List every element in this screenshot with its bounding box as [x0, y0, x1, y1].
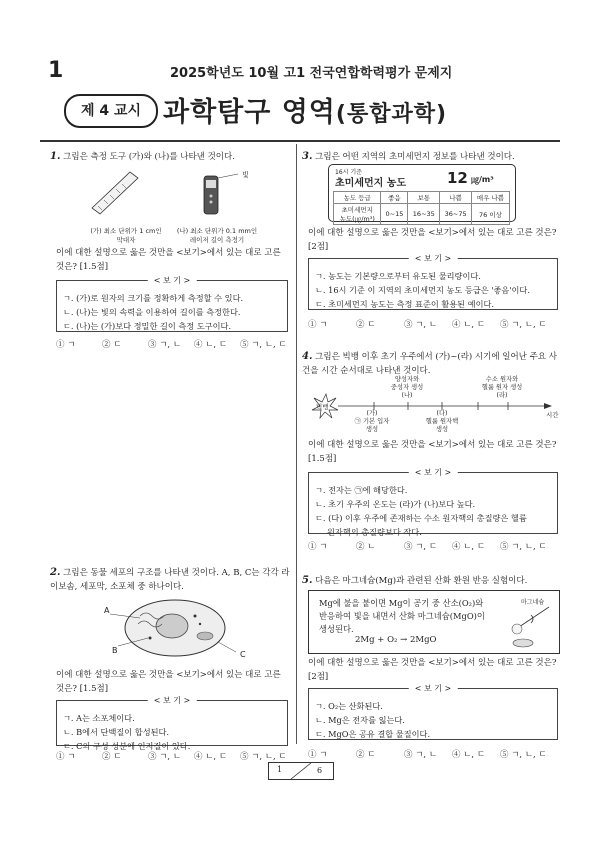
- q2-choice-4[interactable]: ④ ㄴ, ㄷ: [194, 752, 228, 762]
- q1-choice-5[interactable]: ⑤ ㄱ, ㄴ, ㄷ: [240, 340, 287, 350]
- q5-box-line2: 반응하여 빛을 내면서 산화 마그네슘(MgO)이: [319, 611, 485, 621]
- q4-event-ra-line2: 헬륨 원자 생성: [481, 384, 523, 391]
- q4-event-ga-line1: ㉠ 기본 입자: [354, 418, 390, 425]
- q1-ask: 이에 대한 설명으로 옳은 것만을 <보기>에서 있는 대로 고른 것은? [1.5점]: [56, 248, 281, 272]
- q4-stem: [302, 350, 558, 378]
- q3-panel-unit: ㎍/m³: [471, 175, 494, 184]
- q1-na-caption: [172, 226, 262, 244]
- page-indicator: [268, 762, 334, 780]
- header-divider: [40, 140, 560, 142]
- q1-ga-caption: [86, 226, 166, 244]
- q1-choices: [56, 338, 296, 350]
- q3-row-label-2: 농도(㎍/m³): [339, 215, 375, 223]
- q2-ask: 이에 대한 설명으로 옳은 것만을 <보기>에서 있는 대로 고른 것은? [1.5점]: [56, 670, 281, 694]
- q4-option: ㄷ. (다) 이후 우주에 존재하는 수소 원자핵의 총질량은 헬륨: [315, 513, 527, 523]
- q3-td: 16~35: [408, 204, 440, 225]
- nucleus-icon: [156, 614, 188, 638]
- q3-choice-5[interactable]: ⑤ ㄱ, ㄴ, ㄷ: [500, 320, 547, 330]
- q4-stem-text: 그림은 빅뱅 이후 초기 우주에서 (가)~(라) 시기에 일어난 주요 사건을 시간 순서대로 나타낸 것이다.: [302, 352, 557, 376]
- q5-bogi-box: [308, 684, 558, 740]
- q1-ga-caption-1: (가) 최소 단위가 1 cm인: [90, 227, 162, 235]
- q3-option: ㄱ. 농도는 기본량으로부터 유도된 물리량이다.: [315, 271, 481, 281]
- q4-event-na-tag: (나): [401, 392, 413, 399]
- q4-event-ga-line2: 생성: [365, 426, 379, 433]
- q1-choice-4[interactable]: ④ ㄴ, ㄷ: [194, 340, 228, 350]
- q5-ask: 이에 대한 설명으로 옳은 것만을 <보기>에서 있는 대로 고른 것은? [2점]: [308, 658, 557, 682]
- q4-event-ga: [344, 410, 400, 434]
- q3-row-label: [334, 204, 381, 225]
- burning-magnesium-icon: [505, 605, 555, 649]
- q4-option: ㄴ. 초기 우주의 온도는 (라)가 (나)보다 높다.: [315, 499, 476, 509]
- q2-option: ㄴ. B에서 단백질이 합성된다.: [63, 727, 170, 737]
- subject-title: [163, 90, 447, 129]
- q2-cell-figure: [110, 594, 240, 662]
- q1-na-caption-2: 레이저 길이 측정기: [189, 236, 245, 244]
- q1-choice-1[interactable]: ① ㄱ: [56, 340, 76, 350]
- q4-event-ga-tag: (가): [366, 410, 378, 417]
- q2-choice-5[interactable]: ⑤ ㄱ, ㄴ, ㄷ: [240, 752, 287, 762]
- q4-event-ra-line1: 수소 원자와: [485, 376, 519, 383]
- q2-stem-text: 그림은 동물 세포의 구조를 나타낸 것이다. A, B, C는 각각 라이보솜, 세포막, 소포체 중 하나이다.: [50, 568, 290, 592]
- q4-choice-3[interactable]: ③ ㄱ, ㄷ: [404, 542, 438, 552]
- q1-choice-3[interactable]: ③ ㄱ, ㄴ: [148, 340, 182, 350]
- q3-bogi-label: < 보 기 >: [409, 252, 458, 266]
- q3-grade-table: [333, 191, 510, 225]
- q1-option: ㄷ. (나)는 (가)보다 정밀한 길이 측정 도구이다.: [63, 321, 232, 331]
- q5-box-line3: 생성된다.: [319, 624, 354, 634]
- q4-event-da-line2: 생성: [435, 426, 449, 433]
- q4-event-na-line1: 양성자와: [394, 376, 420, 383]
- exam-title: 2025학년도 10월 고1 전국연합학력평가 문제지: [170, 66, 453, 81]
- q1-choice-2[interactable]: ② ㄷ: [102, 340, 122, 350]
- q1-stem-text: 그림은 측정 도구 (가)와 (나)를 나타낸 것이다.: [63, 152, 235, 162]
- q4-bigbang-label: 빅뱅: [316, 403, 329, 411]
- q4-event-ra: [470, 376, 534, 400]
- q3-th: 나쁨: [440, 192, 472, 204]
- page-number: 1: [48, 58, 64, 83]
- q5-box-text: [319, 597, 485, 636]
- q5-choice-2[interactable]: ② ㄷ: [356, 750, 376, 760]
- q1-ga-caption-2: 막대자: [116, 236, 136, 244]
- q2-label-c: C: [240, 650, 246, 659]
- q2-choice-1[interactable]: ① ㄱ: [56, 752, 76, 762]
- q3-choice-4[interactable]: ④ ㄴ, ㄷ: [452, 320, 486, 330]
- page-total: 6: [317, 766, 323, 775]
- q5-choices: [308, 748, 560, 760]
- q1-option: ㄱ. (가)로 원자의 크기를 정확하게 측정할 수 있다.: [63, 293, 244, 303]
- q3-panel-title: 초미세먼지 농도: [335, 178, 407, 189]
- q2-bogi-label: < 보 기 >: [148, 694, 197, 708]
- q3-bogi-box: [308, 254, 558, 310]
- q4-ask: 이에 대한 설명으로 옳은 것만을 <보기>에서 있는 대로 고른 것은? [1.5점]: [308, 440, 557, 464]
- q2-choices: [56, 750, 296, 762]
- q4-event-ra-tag: (라): [496, 392, 508, 399]
- q5-choice-5[interactable]: ⑤ ㄱ, ㄴ, ㄷ: [500, 750, 547, 760]
- q5-box-line1: Mg에 불을 붙이면 Mg이 공기 중 산소(O₂)와: [319, 598, 484, 608]
- q3-choices: [308, 318, 560, 330]
- q5-stem: [302, 574, 558, 588]
- q4-choice-1[interactable]: ① ㄱ: [308, 542, 328, 552]
- q4-event-da-tag: (다): [436, 410, 448, 417]
- q5-number: 5.: [302, 575, 313, 586]
- column-divider: [296, 144, 297, 744]
- q3-choice-3[interactable]: ③ ㄱ, ㄴ: [404, 320, 438, 330]
- laser-meter-icon: [204, 174, 238, 214]
- q2-option: ㄱ. A는 소포체이다.: [63, 713, 135, 723]
- q5-choice-3[interactable]: ③ ㄱ, ㄴ: [404, 750, 438, 760]
- q5-choice-1[interactable]: ① ㄱ: [308, 750, 328, 760]
- q2-bogi-box: [56, 696, 288, 751]
- q5-option: ㄷ. MgO은 공유 결합 물질이다.: [315, 729, 431, 739]
- q3-row-label-1: 초미세먼지: [341, 206, 373, 214]
- q3-th: 좋음: [381, 192, 408, 204]
- q3-choice-1[interactable]: ① ㄱ: [308, 320, 328, 330]
- q5-option: ㄱ. O₂는 산화된다.: [315, 701, 383, 711]
- q4-event-na: [380, 376, 434, 400]
- time-arrow: [544, 403, 552, 409]
- q4-time-label: 시간: [546, 411, 559, 419]
- q2-choice-2[interactable]: ② ㄷ: [102, 752, 122, 762]
- q3-stem-text: 그림은 어떤 지역의 초미세먼지 정보를 나타낸 것이다.: [315, 152, 515, 162]
- q3-panel-time: 16시 기준: [335, 169, 362, 176]
- ruler-icon: [92, 172, 138, 214]
- q4-number: 4.: [302, 351, 313, 362]
- q1-bogi-box: [56, 276, 288, 332]
- q1-number: 1.: [50, 151, 61, 162]
- q1-na-caption-1: (나) 최소 단위가 0.1 mm인: [176, 227, 258, 235]
- q4-choice-5[interactable]: ⑤ ㄱ, ㄴ, ㄷ: [500, 542, 547, 552]
- q2-stem: [50, 566, 290, 594]
- subject-main: 과학탐구 영역: [163, 97, 336, 128]
- q4-bogi-label: < 보 기 >: [409, 466, 458, 480]
- q4-choice-4[interactable]: ④ ㄴ, ㄷ: [452, 542, 486, 552]
- q4-choices: [308, 540, 560, 552]
- q3-td: 0~15: [381, 204, 408, 225]
- q5-experiment-box: [308, 590, 560, 654]
- q3-ask: 이에 대한 설명으로 옳은 것만을 <보기>에서 있는 대로 고른 것은? [2점]: [308, 228, 557, 252]
- q3-option: ㄷ. 초미세먼지 농도는 측정 표준이 활용된 예이다.: [315, 299, 495, 309]
- q5-choice-4[interactable]: ④ ㄴ, ㄷ: [452, 750, 486, 760]
- q4-event-da-line1: 헬륨 원자핵: [425, 418, 459, 425]
- q2-number: 2.: [50, 567, 61, 578]
- q1-option: ㄴ. (나)는 빛의 속력을 이용하여 길이를 측정한다.: [63, 307, 241, 317]
- q3-stem: [302, 150, 558, 164]
- q3-number: 3.: [302, 151, 313, 162]
- q3-pm-panel: [328, 164, 516, 222]
- q4-event-da: [414, 410, 470, 434]
- q5-mg-label: 마그네슘: [521, 599, 545, 606]
- page-current: 1: [277, 765, 283, 774]
- q2-choice-3[interactable]: ③ ㄱ, ㄴ: [148, 752, 182, 762]
- q1-light-label: 빛: [242, 171, 249, 179]
- q5-equation: 2Mg + O₂ → 2MgO: [355, 635, 437, 645]
- q3-td: 76 이상: [472, 204, 510, 225]
- q5-stem-text: 다음은 마그네슘(Mg)과 관련된 산화 환원 반응 실험이다.: [315, 576, 528, 586]
- q3-th: 매우 나쁨: [472, 192, 510, 204]
- q3-td: 36~75: [440, 204, 472, 225]
- q2-label-b: B: [112, 646, 118, 655]
- q4-bogi-box: [308, 468, 558, 537]
- q5-option: ㄴ. Mg은 전자를 잃는다.: [315, 715, 405, 725]
- subject-sub: (통합과학): [335, 102, 448, 127]
- q3-option: ㄴ. 16시 기준 이 지역의 초미세먼지 농도 등급은 '좋음'이다.: [315, 285, 530, 295]
- q3-choice-2[interactable]: ② ㄷ: [356, 320, 376, 330]
- q4-event-na-line2: 중성자 생성: [390, 384, 424, 391]
- q3-panel-value: 12: [447, 169, 468, 187]
- q3-th: 농도 등급: [334, 192, 381, 204]
- period-badge: 제 4 교시: [64, 94, 158, 128]
- q4-option: ㄱ. 전자는 ㉠에 해당한다.: [315, 485, 408, 495]
- q4-option-cont: 원자핵의 총질량보다 작다.: [327, 527, 422, 537]
- q4-choice-2[interactable]: ② ㄴ: [356, 542, 376, 552]
- q1-stem: [50, 150, 290, 164]
- q3-th: 보통: [408, 192, 440, 204]
- q5-bogi-label: < 보 기 >: [409, 682, 458, 696]
- q2-option: ㄷ. C의 구성 성분에 인지질이 있다.: [63, 741, 191, 751]
- q1-bogi-label: < 보 기 >: [148, 274, 197, 288]
- q2-label-a: A: [104, 606, 110, 615]
